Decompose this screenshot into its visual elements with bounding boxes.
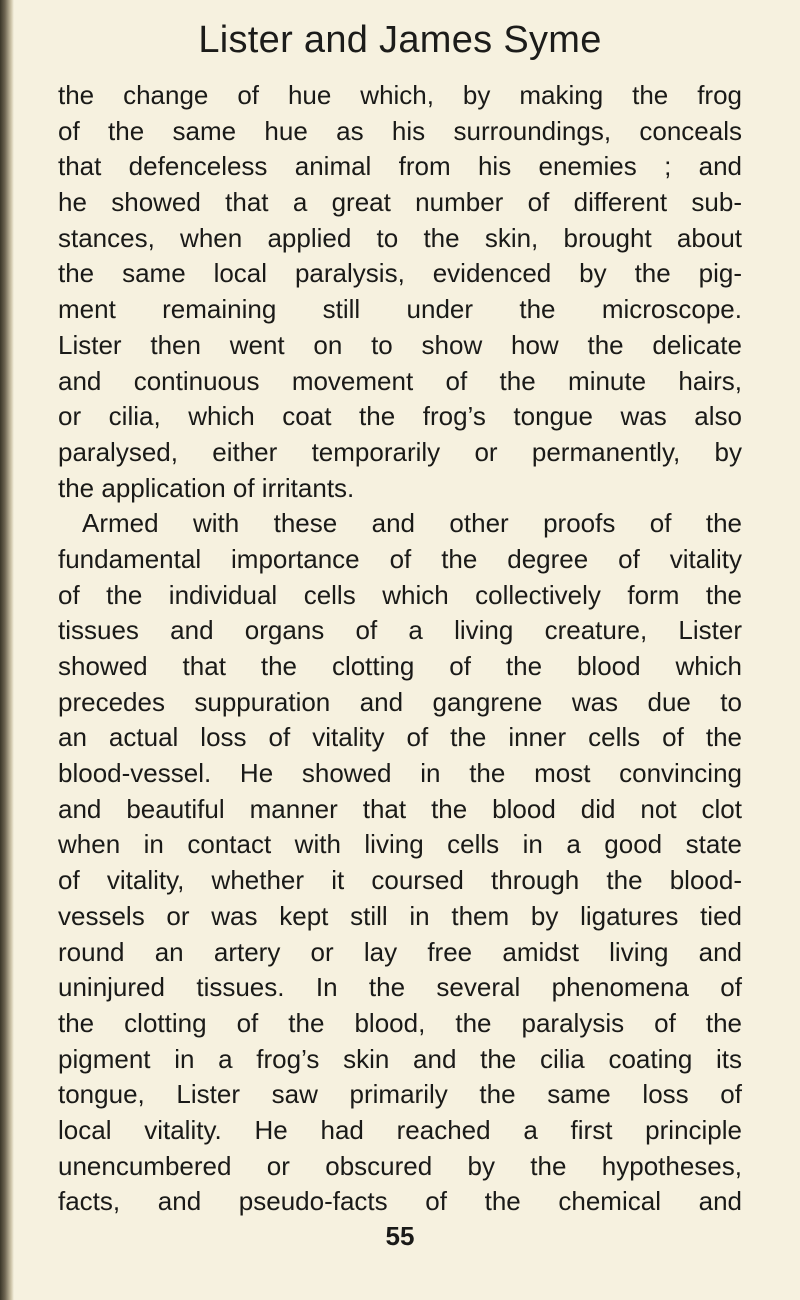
text-line: the change of hue which, by making the frog (58, 80, 742, 110)
text-line: pigment in a frog’s skin and the cilia coating its (58, 1043, 742, 1074)
text-line: ment remaining still under the microscope. (58, 294, 742, 325)
text-line: when in contact with living cells in a good state (58, 829, 742, 860)
text-line: of vitality, whether it coursed through the blood- (58, 865, 742, 896)
text-line: Lister then went on to show how the delicate (58, 329, 742, 360)
text-line: of the same hue as his surroundings, conceals (58, 115, 742, 146)
text-line: unencumbered or obscured by the hypotheses, (58, 1150, 742, 1181)
text-line: uninjured tissues. In the several phenomena of (58, 972, 742, 1003)
text-line: tissues and organs of a living creature, Lister (58, 615, 742, 646)
text-line: fundamental importance of the degree of vitality (58, 543, 742, 574)
binding-edge (0, 0, 14, 1300)
text-line: facts, and pseudo-facts of the chemical and (58, 1186, 742, 1217)
text-line: paralysed, either temporarily or permanently, by (58, 436, 742, 467)
text-line: or cilia, which coat the frog’s tongue was also (58, 401, 742, 432)
text-line: and continuous movement of the minute hairs, (58, 365, 742, 396)
text-line: an actual loss of vitality of the inner cells of the (58, 722, 742, 753)
body-text (58, 78, 742, 1220)
text-line: tongue, Lister saw primarily the same loss of (58, 1079, 742, 1110)
text-line: and beautiful manner that the blood did not clot (58, 793, 742, 824)
text-line: of the individual cells which collectively form the (58, 579, 742, 610)
text-line: the same local paralysis, evidenced by the pig- (58, 258, 742, 289)
text-line: round an artery or lay free amidst living and (58, 936, 742, 967)
text-line: blood-vessel. He showed in the most convincing (58, 758, 742, 789)
text-line: the clotting of the blood, the paralysis of the (58, 1007, 742, 1038)
page-number: 55 (385, 1221, 415, 1251)
text-line: that defenceless animal from his enemies ; and (58, 151, 742, 182)
paragraph-first-line: Armed with these and other proofs of the (82, 508, 742, 539)
text-line: stances, when applied to the skin, brought about (58, 222, 742, 253)
text-line: showed that the clotting of the blood which (58, 651, 742, 681)
text-line: the application of irritants. (58, 472, 355, 503)
text-line: local vitality. He had reached a first principle (58, 1114, 742, 1145)
text-line: he showed that a great number of different sub- (58, 187, 742, 218)
text-line: vessels or was kept still in them by ligatures tied (58, 900, 742, 931)
running-head: Lister and James Syme (198, 19, 602, 61)
text-line: precedes suppuration and gangrene was due to (58, 686, 742, 717)
